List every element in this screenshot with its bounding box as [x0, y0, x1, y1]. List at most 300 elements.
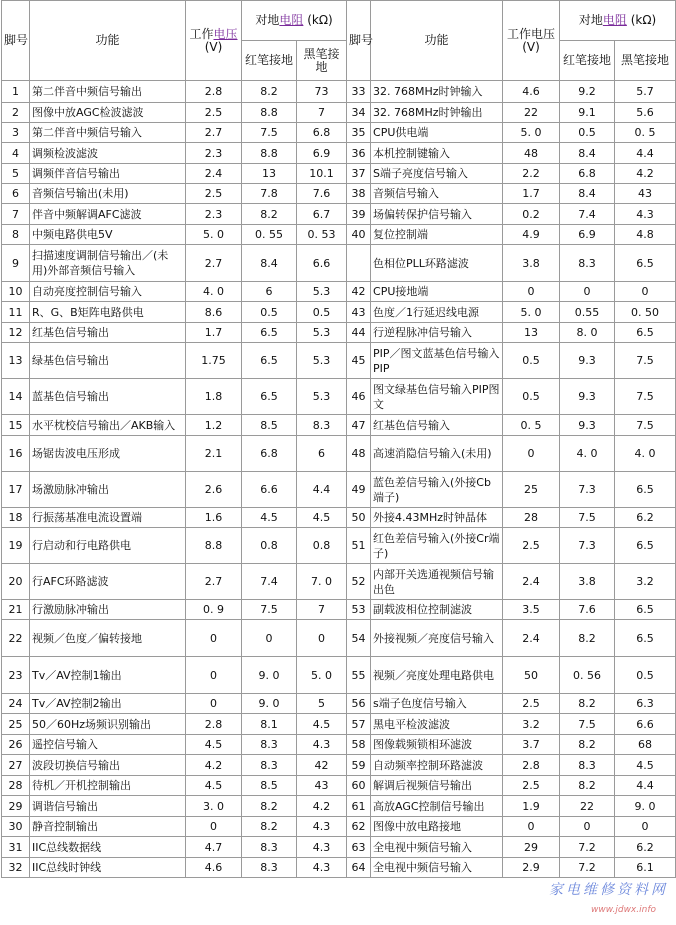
- right-pin-cell: 54: [347, 620, 371, 657]
- left-function-cell: 调谐信号输出: [30, 796, 186, 817]
- right-pin-cell: 60: [347, 776, 371, 796]
- right-function-cell: 红基色信号输入: [371, 415, 503, 436]
- table-row: [2, 657, 676, 694]
- right-black-probe-cell: 0: [615, 282, 676, 302]
- left-pin-cell: 8: [2, 225, 30, 245]
- right-red-probe-cell: 0.55: [560, 302, 615, 323]
- left-voltage-cell: 2.3: [186, 143, 242, 164]
- right-function-cell: 全电视中频信号输入: [371, 858, 503, 878]
- right-black-probe-cell: 0. 5: [615, 123, 676, 143]
- left-black-probe-cell: 73: [297, 81, 347, 103]
- right-pin-cell: 46: [347, 379, 371, 415]
- right-voltage-cell: 4.6: [503, 81, 560, 103]
- left-red-probe-cell: 9. 0: [242, 694, 297, 714]
- right-red-probe-cell: 8.3: [560, 245, 615, 282]
- right-pin-cell: 63: [347, 837, 371, 858]
- left-black-probe-cell: 5.3: [297, 282, 347, 302]
- left-voltage-cell: 2.3: [186, 204, 242, 225]
- right-black-probe-cell: 6.5: [615, 528, 676, 564]
- left-red-probe-cell: 13: [242, 164, 297, 184]
- right-red-probe-cell: 7.5: [560, 714, 615, 735]
- left-function-cell: 调频伴音信号输出: [30, 164, 186, 184]
- left-voltage-cell: 0: [186, 817, 242, 837]
- left-voltage-cell: 4.5: [186, 735, 242, 755]
- left-red-probe-cell: 8.2: [242, 81, 297, 103]
- left-black-probe-cell: 4.5: [297, 508, 347, 528]
- right-red-probe-cell: 9.1: [560, 103, 615, 123]
- right-black-probe-cell: 0. 50: [615, 302, 676, 323]
- left-red-probe-cell: 8.8: [242, 103, 297, 123]
- left-black-probe-cell: 5. 0: [297, 657, 347, 694]
- right-pin-cell: 39: [347, 204, 371, 225]
- right-black-probe-cell: 4.5: [615, 755, 676, 776]
- left-red-probe-cell: 6.6: [242, 472, 297, 508]
- left-black-probe-cell: 6.9: [297, 143, 347, 164]
- table-row: [2, 282, 676, 302]
- left-voltage-cell: 2.8: [186, 714, 242, 735]
- left-voltage-cell: 3. 0: [186, 796, 242, 817]
- table-row: [2, 564, 676, 600]
- left-pin-cell: 13: [2, 343, 30, 379]
- right-black-probe-cell: 7.5: [615, 343, 676, 379]
- right-function-cell: 32. 768MHz时钟输出: [371, 103, 503, 123]
- watermark-url: www.jdwx.info: [590, 905, 656, 915]
- right-voltage-cell: 2.9: [503, 858, 560, 878]
- left-pin-cell: 31: [2, 837, 30, 858]
- right-function-cell: 图像载频锁相环滤波: [371, 735, 503, 755]
- left-black-probe-cell: 7. 0: [297, 564, 347, 600]
- right-function-cell: S端子亮度信号输入: [371, 164, 503, 184]
- left-black-probe-cell: 0.8: [297, 528, 347, 564]
- header-voltage-right: [503, 1, 560, 81]
- right-voltage-cell: 22: [503, 103, 560, 123]
- right-black-probe-cell: 6.5: [615, 620, 676, 657]
- right-function-cell: 黑电平检波滤波: [371, 714, 503, 735]
- right-black-probe-cell: 5.7: [615, 81, 676, 103]
- table-row: [2, 143, 676, 164]
- left-red-probe-cell: 0.5: [242, 302, 297, 323]
- right-function-cell: 全电视中频信号输入: [371, 837, 503, 858]
- table-row: [2, 302, 676, 323]
- right-voltage-cell: 2.4: [503, 620, 560, 657]
- right-black-probe-cell: 7.5: [615, 379, 676, 415]
- left-black-probe-cell: 4.3: [297, 817, 347, 837]
- right-red-probe-cell: 8.2: [560, 620, 615, 657]
- right-pin-cell: [347, 245, 371, 282]
- left-black-probe-cell: 6.7: [297, 204, 347, 225]
- left-pin-cell: 17: [2, 472, 30, 508]
- right-pin-cell: 33: [347, 81, 371, 103]
- left-black-probe-cell: 4.4: [297, 472, 347, 508]
- table-row: [2, 343, 676, 379]
- pin-table-wrapper: [1, 0, 675, 878]
- right-function-cell: 32. 768MHz时钟输入: [371, 81, 503, 103]
- header-pin-right: 脚号: [347, 1, 371, 81]
- left-voltage-cell: 1.7: [186, 323, 242, 343]
- right-pin-cell: 35: [347, 123, 371, 143]
- right-function-cell: 本机控制键输入: [371, 143, 503, 164]
- left-black-probe-cell: 0. 53: [297, 225, 347, 245]
- left-red-probe-cell: 8.3: [242, 837, 297, 858]
- right-red-probe-cell: 0.5: [560, 123, 615, 143]
- right-black-probe-cell: 6.2: [615, 837, 676, 858]
- right-black-probe-cell: 7.5: [615, 415, 676, 436]
- left-black-probe-cell: 6.6: [297, 245, 347, 282]
- left-red-probe-cell: 8.2: [242, 817, 297, 837]
- left-function-cell: 音频信号输出(未用): [30, 184, 186, 204]
- right-red-probe-cell: 9.2: [560, 81, 615, 103]
- left-pin-cell: 21: [2, 600, 30, 620]
- right-pin-cell: 51: [347, 528, 371, 564]
- header-black-probe-right: 黑笔接地: [615, 41, 676, 81]
- left-function-cell: 绿基色信号输出: [30, 343, 186, 379]
- header-function-left: 功能: [30, 1, 186, 81]
- right-red-probe-cell: 4. 0: [560, 436, 615, 472]
- right-voltage-cell: 2.4: [503, 564, 560, 600]
- right-black-probe-cell: 4.4: [615, 143, 676, 164]
- table-row: [2, 245, 676, 282]
- left-function-cell: 静音控制输出: [30, 817, 186, 837]
- right-voltage-cell: 13: [503, 323, 560, 343]
- left-function-cell: 第二伴音中频信号输入: [30, 123, 186, 143]
- left-pin-cell: 23: [2, 657, 30, 694]
- right-voltage-cell: 0: [503, 817, 560, 837]
- right-black-probe-cell: 4.8: [615, 225, 676, 245]
- left-pin-cell: 11: [2, 302, 30, 323]
- right-black-probe-cell: 6.5: [615, 245, 676, 282]
- left-voltage-cell: 4.7: [186, 837, 242, 858]
- right-voltage-cell: 4.9: [503, 225, 560, 245]
- pin-voltage-resistance-table: [1, 0, 676, 878]
- left-voltage-cell: 2.5: [186, 103, 242, 123]
- left-red-probe-cell: 8.3: [242, 735, 297, 755]
- left-function-cell: Tv／AV控制2输出: [30, 694, 186, 714]
- header-voltage-pre: 工作: [189, 26, 214, 41]
- left-voltage-cell: 1.6: [186, 508, 242, 528]
- table-row: [2, 415, 676, 436]
- left-function-cell: 自动亮度控制信号输入: [30, 282, 186, 302]
- right-black-probe-cell: 9. 0: [615, 796, 676, 817]
- right-voltage-cell: 48: [503, 143, 560, 164]
- right-pin-cell: 42: [347, 282, 371, 302]
- right-pin-cell: 44: [347, 323, 371, 343]
- left-voltage-cell: 2.7: [186, 245, 242, 282]
- left-black-probe-cell: 5: [297, 694, 347, 714]
- right-pin-cell: 48: [347, 436, 371, 472]
- left-function-cell: 行启动和行电路供电: [30, 528, 186, 564]
- table-row: [2, 837, 676, 858]
- left-black-probe-cell: 43: [297, 776, 347, 796]
- right-function-cell: 外接4.43MHz时钟晶体: [371, 508, 503, 528]
- left-pin-cell: 19: [2, 528, 30, 564]
- left-pin-cell: 22: [2, 620, 30, 657]
- table-row: [2, 620, 676, 657]
- right-pin-cell: 57: [347, 714, 371, 735]
- right-red-probe-cell: 7.6: [560, 600, 615, 620]
- right-pin-cell: 59: [347, 755, 371, 776]
- left-function-cell: IIC总线数据线: [30, 837, 186, 858]
- right-red-probe-cell: 8.4: [560, 184, 615, 204]
- left-function-cell: 50／60Hz场频识别输出: [30, 714, 186, 735]
- left-red-probe-cell: 8.2: [242, 796, 297, 817]
- left-function-cell: 行振荡基准电流设置端: [30, 508, 186, 528]
- header-res-pre-right: 对地: [578, 13, 603, 27]
- header-res-unit: (kΩ): [303, 13, 333, 27]
- left-function-cell: Tv／AV控制1输出: [30, 657, 186, 694]
- right-function-cell: 自动频率控制环路滤波: [371, 755, 503, 776]
- left-pin-cell: 12: [2, 323, 30, 343]
- left-pin-cell: 5: [2, 164, 30, 184]
- left-function-cell: 视频／色度／偏转接地: [30, 620, 186, 657]
- right-pin-cell: 43: [347, 302, 371, 323]
- right-red-probe-cell: 0: [560, 817, 615, 837]
- right-voltage-cell: 2.5: [503, 694, 560, 714]
- left-pin-cell: 14: [2, 379, 30, 415]
- right-red-probe-cell: 9.3: [560, 343, 615, 379]
- left-red-probe-cell: 7.5: [242, 123, 297, 143]
- right-red-probe-cell: 0. 56: [560, 657, 615, 694]
- left-function-cell: 伴音中频解调AFC滤波: [30, 204, 186, 225]
- right-red-probe-cell: 6.8: [560, 164, 615, 184]
- left-function-cell: 待机／开机控制输出: [30, 776, 186, 796]
- left-pin-cell: 32: [2, 858, 30, 878]
- left-red-probe-cell: 4.5: [242, 508, 297, 528]
- table-row: [2, 858, 676, 878]
- left-red-probe-cell: 8.5: [242, 776, 297, 796]
- right-voltage-cell: 25: [503, 472, 560, 508]
- right-function-cell: 视频／亮度处理电路供电: [371, 657, 503, 694]
- header-voltage-unit: (V): [204, 39, 223, 54]
- right-black-probe-cell: 68: [615, 735, 676, 755]
- left-red-probe-cell: 9. 0: [242, 657, 297, 694]
- right-voltage-cell: 0.2: [503, 204, 560, 225]
- left-black-probe-cell: 8.3: [297, 415, 347, 436]
- right-function-cell: 行逆程脉冲信号输入: [371, 323, 503, 343]
- right-voltage-cell: 3.7: [503, 735, 560, 755]
- right-red-probe-cell: 7.2: [560, 858, 615, 878]
- right-black-probe-cell: 6.2: [615, 508, 676, 528]
- left-pin-cell: 1: [2, 81, 30, 103]
- left-function-cell: 扫描速度调制信号输出／(未用)外部音频信号输入: [30, 245, 186, 282]
- left-pin-cell: 2: [2, 103, 30, 123]
- right-voltage-cell: 2.8: [503, 755, 560, 776]
- right-voltage-cell: 1.9: [503, 796, 560, 817]
- header-function-right: 功能: [371, 1, 503, 81]
- right-pin-cell: 38: [347, 184, 371, 204]
- right-black-probe-cell: 6.5: [615, 600, 676, 620]
- table-row: [2, 225, 676, 245]
- right-function-cell: 音频信号输入: [371, 184, 503, 204]
- left-pin-cell: 26: [2, 735, 30, 755]
- header-resistance-right: [560, 1, 676, 41]
- header-pin-left: 脚号: [2, 1, 30, 81]
- right-black-probe-cell: 4.2: [615, 164, 676, 184]
- left-pin-cell: 27: [2, 755, 30, 776]
- table-row: [2, 694, 676, 714]
- left-voltage-cell: 2.5: [186, 184, 242, 204]
- left-black-probe-cell: 6: [297, 436, 347, 472]
- left-red-probe-cell: 8.3: [242, 858, 297, 878]
- right-function-cell: 外接视频／亮度信号输入: [371, 620, 503, 657]
- left-function-cell: 蓝基色信号输出: [30, 379, 186, 415]
- left-pin-cell: 30: [2, 817, 30, 837]
- left-function-cell: 行AFC环路滤波: [30, 564, 186, 600]
- right-pin-cell: 55: [347, 657, 371, 694]
- right-function-cell: 高速消隐信号输入(未用): [371, 436, 503, 472]
- right-pin-cell: 40: [347, 225, 371, 245]
- right-red-probe-cell: 6.9: [560, 225, 615, 245]
- left-voltage-cell: 4.5: [186, 776, 242, 796]
- table-row: [2, 508, 676, 528]
- right-voltage-cell: 0. 5: [503, 415, 560, 436]
- right-red-probe-cell: 8.2: [560, 735, 615, 755]
- left-function-cell: 场激励脉冲输出: [30, 472, 186, 508]
- right-function-cell: CPU接地端: [371, 282, 503, 302]
- right-black-probe-cell: 6.5: [615, 323, 676, 343]
- left-red-probe-cell: 6.5: [242, 343, 297, 379]
- left-function-cell: 场锯齿波电压形成: [30, 436, 186, 472]
- left-red-probe-cell: 0.8: [242, 528, 297, 564]
- left-pin-cell: 16: [2, 436, 30, 472]
- table-row: [2, 379, 676, 415]
- right-red-probe-cell: 7.3: [560, 472, 615, 508]
- right-function-cell: 复位控制端: [371, 225, 503, 245]
- left-pin-cell: 6: [2, 184, 30, 204]
- right-pin-cell: 58: [347, 735, 371, 755]
- left-red-probe-cell: 6: [242, 282, 297, 302]
- right-voltage-cell: 3.5: [503, 600, 560, 620]
- left-red-probe-cell: 8.2: [242, 204, 297, 225]
- left-function-cell: 中频电路供电5V: [30, 225, 186, 245]
- left-voltage-cell: 2.4: [186, 164, 242, 184]
- left-red-probe-cell: 7.5: [242, 600, 297, 620]
- table-row: [2, 735, 676, 755]
- left-function-cell: 行激励脉冲输出: [30, 600, 186, 620]
- right-function-cell: 场偏转保护信号输入: [371, 204, 503, 225]
- left-black-probe-cell: 7: [297, 600, 347, 620]
- table-row: [2, 600, 676, 620]
- right-function-cell: 高放AGC控制信号输出: [371, 796, 503, 817]
- right-function-cell: 图像中放电路接地: [371, 817, 503, 837]
- right-function-cell: 图文绿基色信号输入PIP图文: [371, 379, 503, 415]
- table-row: [2, 103, 676, 123]
- left-voltage-cell: 1.8: [186, 379, 242, 415]
- right-red-probe-cell: 7.2: [560, 837, 615, 858]
- table-row: [2, 123, 676, 143]
- table-body: [2, 81, 676, 878]
- left-black-probe-cell: 5.3: [297, 343, 347, 379]
- left-function-cell: 遥控信号输入: [30, 735, 186, 755]
- right-black-probe-cell: 0: [615, 817, 676, 837]
- right-voltage-cell: 2.5: [503, 776, 560, 796]
- left-red-probe-cell: 7.4: [242, 564, 297, 600]
- right-voltage-cell: 3.8: [503, 245, 560, 282]
- right-function-cell: PIP／图文蓝基色信号输入PIP: [371, 343, 503, 379]
- header-voltage-right-label: 工作电压: [507, 26, 556, 41]
- right-voltage-cell: 0.5: [503, 379, 560, 415]
- resistance-link[interactable]: 电阻: [279, 13, 304, 27]
- left-voltage-cell: 4. 0: [186, 282, 242, 302]
- right-black-probe-cell: 5.6: [615, 103, 676, 123]
- left-black-probe-cell: 4.3: [297, 735, 347, 755]
- left-voltage-cell: 8.6: [186, 302, 242, 323]
- resistance-link-right[interactable]: 电阻: [602, 13, 627, 27]
- right-function-cell: 色相位PLL环路滤波: [371, 245, 503, 282]
- right-red-probe-cell: 7.5: [560, 508, 615, 528]
- right-pin-cell: 36: [347, 143, 371, 164]
- right-voltage-cell: 28: [503, 508, 560, 528]
- left-pin-cell: 3: [2, 123, 30, 143]
- left-red-probe-cell: 8.4: [242, 245, 297, 282]
- left-red-probe-cell: 6.5: [242, 323, 297, 343]
- left-voltage-cell: 0: [186, 620, 242, 657]
- right-pin-cell: 37: [347, 164, 371, 184]
- left-black-probe-cell: 6.8: [297, 123, 347, 143]
- left-red-probe-cell: 6.5: [242, 379, 297, 415]
- right-voltage-cell: 2.2: [503, 164, 560, 184]
- left-pin-cell: 4: [2, 143, 30, 164]
- left-black-probe-cell: 42: [297, 755, 347, 776]
- left-function-cell: R、G、B矩阵电路供电: [30, 302, 186, 323]
- right-black-probe-cell: 6.3: [615, 694, 676, 714]
- table-row: [2, 81, 676, 103]
- voltage-link[interactable]: 电压: [213, 26, 238, 41]
- right-voltage-cell: 1.7: [503, 184, 560, 204]
- left-pin-cell: 28: [2, 776, 30, 796]
- table-row: [2, 472, 676, 508]
- right-red-probe-cell: 8.2: [560, 694, 615, 714]
- right-function-cell: 解调后视频信号输出: [371, 776, 503, 796]
- left-voltage-cell: 1.75: [186, 343, 242, 379]
- left-pin-cell: 29: [2, 796, 30, 817]
- left-voltage-cell: 1.2: [186, 415, 242, 436]
- right-pin-cell: 50: [347, 508, 371, 528]
- right-pin-cell: 34: [347, 103, 371, 123]
- left-voltage-cell: 4.6: [186, 858, 242, 878]
- left-black-probe-cell: 0.5: [297, 302, 347, 323]
- header-black-probe-left: 黑笔接地: [297, 41, 347, 81]
- left-pin-cell: 24: [2, 694, 30, 714]
- right-pin-cell: 61: [347, 796, 371, 817]
- right-voltage-cell: 5. 0: [503, 123, 560, 143]
- left-black-probe-cell: 4.3: [297, 837, 347, 858]
- left-voltage-cell: 0. 9: [186, 600, 242, 620]
- left-black-probe-cell: 5.3: [297, 379, 347, 415]
- right-voltage-cell: 5. 0: [503, 302, 560, 323]
- left-red-probe-cell: 8.8: [242, 143, 297, 164]
- left-function-cell: 红基色信号输出: [30, 323, 186, 343]
- header-res-unit-right: (kΩ): [626, 13, 657, 27]
- right-voltage-cell: 0: [503, 282, 560, 302]
- left-function-cell: IIC总线时钟线: [30, 858, 186, 878]
- right-voltage-cell: 50: [503, 657, 560, 694]
- right-black-probe-cell: 43: [615, 184, 676, 204]
- left-black-probe-cell: 4.2: [297, 796, 347, 817]
- table-row: [2, 204, 676, 225]
- left-voltage-cell: 2.7: [186, 564, 242, 600]
- left-pin-cell: 7: [2, 204, 30, 225]
- right-red-probe-cell: 22: [560, 796, 615, 817]
- right-red-probe-cell: 0: [560, 282, 615, 302]
- right-function-cell: 内部开关选通视频信号输出色: [371, 564, 503, 600]
- table-row: [2, 436, 676, 472]
- left-black-probe-cell: 4.3: [297, 858, 347, 878]
- header-red-probe-left: 红笔接地: [242, 41, 297, 81]
- left-black-probe-cell: 5.3: [297, 323, 347, 343]
- table-row: [2, 184, 676, 204]
- left-voltage-cell: 5. 0: [186, 225, 242, 245]
- right-black-probe-cell: 4.4: [615, 776, 676, 796]
